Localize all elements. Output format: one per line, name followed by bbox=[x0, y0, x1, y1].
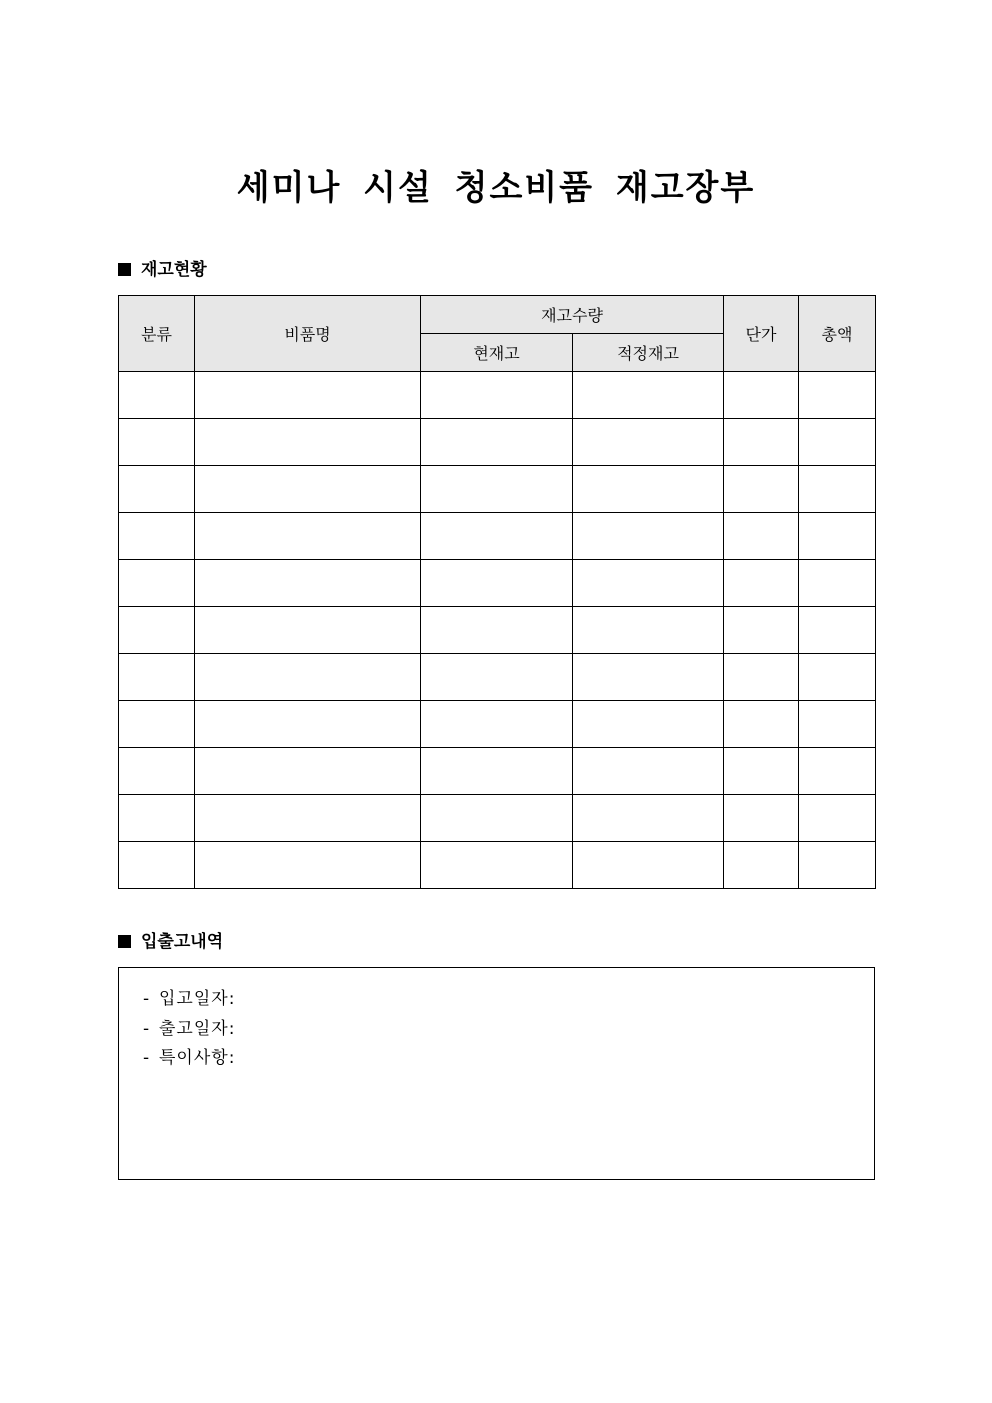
history-section-heading bbox=[118, 930, 223, 954]
square-bullet-icon bbox=[118, 935, 131, 948]
dash-bullet: - bbox=[143, 1018, 151, 1039]
cell-current-stock[interactable] bbox=[421, 607, 573, 654]
cell-category[interactable] bbox=[119, 466, 195, 513]
cell-unit-price[interactable] bbox=[724, 795, 799, 842]
cell-total-amount[interactable] bbox=[799, 419, 876, 466]
inventory-table bbox=[118, 295, 876, 889]
table-row bbox=[119, 560, 876, 607]
header-category: 분류 bbox=[119, 296, 195, 372]
cell-proper-stock[interactable] bbox=[573, 748, 724, 795]
cell-proper-stock[interactable] bbox=[573, 842, 724, 889]
inventory-table-header bbox=[119, 296, 876, 372]
table-row bbox=[119, 607, 876, 654]
table-row bbox=[119, 513, 876, 560]
cell-current-stock[interactable] bbox=[421, 372, 573, 419]
cell-total-amount[interactable] bbox=[799, 795, 876, 842]
cell-total-amount[interactable] bbox=[799, 701, 876, 748]
cell-item-name[interactable] bbox=[195, 560, 421, 607]
cell-item-name[interactable] bbox=[195, 607, 421, 654]
cell-current-stock[interactable] bbox=[421, 701, 573, 748]
cell-current-stock[interactable] bbox=[421, 466, 573, 513]
cell-current-stock[interactable] bbox=[421, 795, 573, 842]
cell-proper-stock[interactable] bbox=[573, 513, 724, 560]
cell-item-name[interactable] bbox=[195, 466, 421, 513]
header-proper-stock: 적정재고 bbox=[573, 334, 724, 372]
dash-bullet: - bbox=[143, 989, 151, 1009]
cell-total-amount[interactable] bbox=[799, 560, 876, 607]
square-bullet-icon bbox=[118, 263, 131, 276]
cell-item-name[interactable] bbox=[195, 419, 421, 466]
cell-proper-stock[interactable] bbox=[573, 466, 724, 513]
cell-category[interactable] bbox=[119, 419, 195, 466]
table-row bbox=[119, 842, 876, 889]
cell-category[interactable] bbox=[119, 748, 195, 795]
cell-unit-price[interactable] bbox=[724, 654, 799, 701]
cell-current-stock[interactable] bbox=[421, 419, 573, 466]
list-item-remarks bbox=[143, 1044, 235, 1074]
cell-total-amount[interactable] bbox=[799, 842, 876, 889]
cell-total-amount[interactable] bbox=[799, 466, 876, 513]
cell-unit-price[interactable] bbox=[724, 419, 799, 466]
cell-unit-price[interactable] bbox=[724, 701, 799, 748]
cell-category[interactable] bbox=[119, 372, 195, 419]
header-total-amount: 총액 bbox=[799, 296, 876, 372]
cell-item-name[interactable] bbox=[195, 654, 421, 701]
cell-item-name[interactable] bbox=[195, 795, 421, 842]
dash-bullet: - bbox=[143, 1048, 151, 1068]
cell-item-name[interactable] bbox=[195, 842, 421, 889]
header-stock-quantity: 재고수량 bbox=[421, 296, 724, 334]
cell-proper-stock[interactable] bbox=[573, 607, 724, 654]
cell-category[interactable] bbox=[119, 654, 195, 701]
inventory-heading-label: 재고현황 bbox=[141, 260, 207, 280]
inventory-section-heading bbox=[118, 258, 207, 282]
cell-proper-stock[interactable] bbox=[573, 419, 724, 466]
inventory-table-body bbox=[119, 372, 876, 889]
list-item-release-date bbox=[143, 1015, 235, 1045]
cell-proper-stock[interactable] bbox=[573, 701, 724, 748]
cell-total-amount[interactable] bbox=[799, 607, 876, 654]
cell-category[interactable] bbox=[119, 560, 195, 607]
header-item-name: 비품명 bbox=[195, 296, 421, 372]
table-row bbox=[119, 795, 876, 842]
history-heading-label: 입출고내역 bbox=[141, 932, 224, 952]
cell-category[interactable] bbox=[119, 607, 195, 654]
cell-unit-price[interactable] bbox=[724, 842, 799, 889]
table-row bbox=[119, 419, 876, 466]
cell-category[interactable] bbox=[119, 701, 195, 748]
list-item-receipt-date bbox=[143, 985, 235, 1015]
cell-item-name[interactable] bbox=[195, 748, 421, 795]
history-notes-box bbox=[118, 967, 875, 1180]
cell-unit-price[interactable] bbox=[724, 748, 799, 795]
cell-current-stock[interactable] bbox=[421, 842, 573, 889]
cell-current-stock[interactable] bbox=[421, 513, 573, 560]
cell-proper-stock[interactable] bbox=[573, 654, 724, 701]
table-row bbox=[119, 654, 876, 701]
cell-proper-stock[interactable] bbox=[573, 372, 724, 419]
cell-proper-stock[interactable] bbox=[573, 560, 724, 607]
history-notes-list bbox=[143, 985, 235, 1074]
cell-proper-stock[interactable] bbox=[573, 795, 724, 842]
cell-category[interactable] bbox=[119, 842, 195, 889]
remarks-label[interactable]: 특이사항: bbox=[159, 1048, 236, 1068]
table-row bbox=[119, 466, 876, 513]
table-row bbox=[119, 748, 876, 795]
cell-current-stock[interactable] bbox=[421, 748, 573, 795]
cell-total-amount[interactable] bbox=[799, 654, 876, 701]
cell-total-amount[interactable] bbox=[799, 513, 876, 560]
cell-unit-price[interactable] bbox=[724, 607, 799, 654]
receipt-date-label[interactable]: 입고일자: bbox=[159, 989, 236, 1009]
cell-unit-price[interactable] bbox=[724, 466, 799, 513]
release-date-label[interactable]: 출고일자: bbox=[159, 1018, 236, 1039]
cell-category[interactable] bbox=[119, 513, 195, 560]
header-unit-price: 단가 bbox=[724, 296, 799, 372]
cell-item-name[interactable] bbox=[195, 513, 421, 560]
header-current-stock: 현재고 bbox=[421, 334, 573, 372]
cell-category[interactable] bbox=[119, 795, 195, 842]
cell-current-stock[interactable] bbox=[421, 560, 573, 607]
cell-total-amount[interactable] bbox=[799, 748, 876, 795]
table-row bbox=[119, 701, 876, 748]
table-row bbox=[119, 372, 876, 419]
cell-unit-price[interactable] bbox=[724, 560, 799, 607]
cell-item-name[interactable] bbox=[195, 701, 421, 748]
cell-current-stock[interactable] bbox=[421, 654, 573, 701]
cell-total-amount[interactable] bbox=[799, 372, 876, 419]
page-title: 세미나 시설 청소비품 재고장부 bbox=[236, 168, 756, 208]
cell-item-name[interactable] bbox=[195, 372, 421, 419]
cell-unit-price[interactable] bbox=[724, 372, 799, 419]
cell-unit-price[interactable] bbox=[724, 513, 799, 560]
